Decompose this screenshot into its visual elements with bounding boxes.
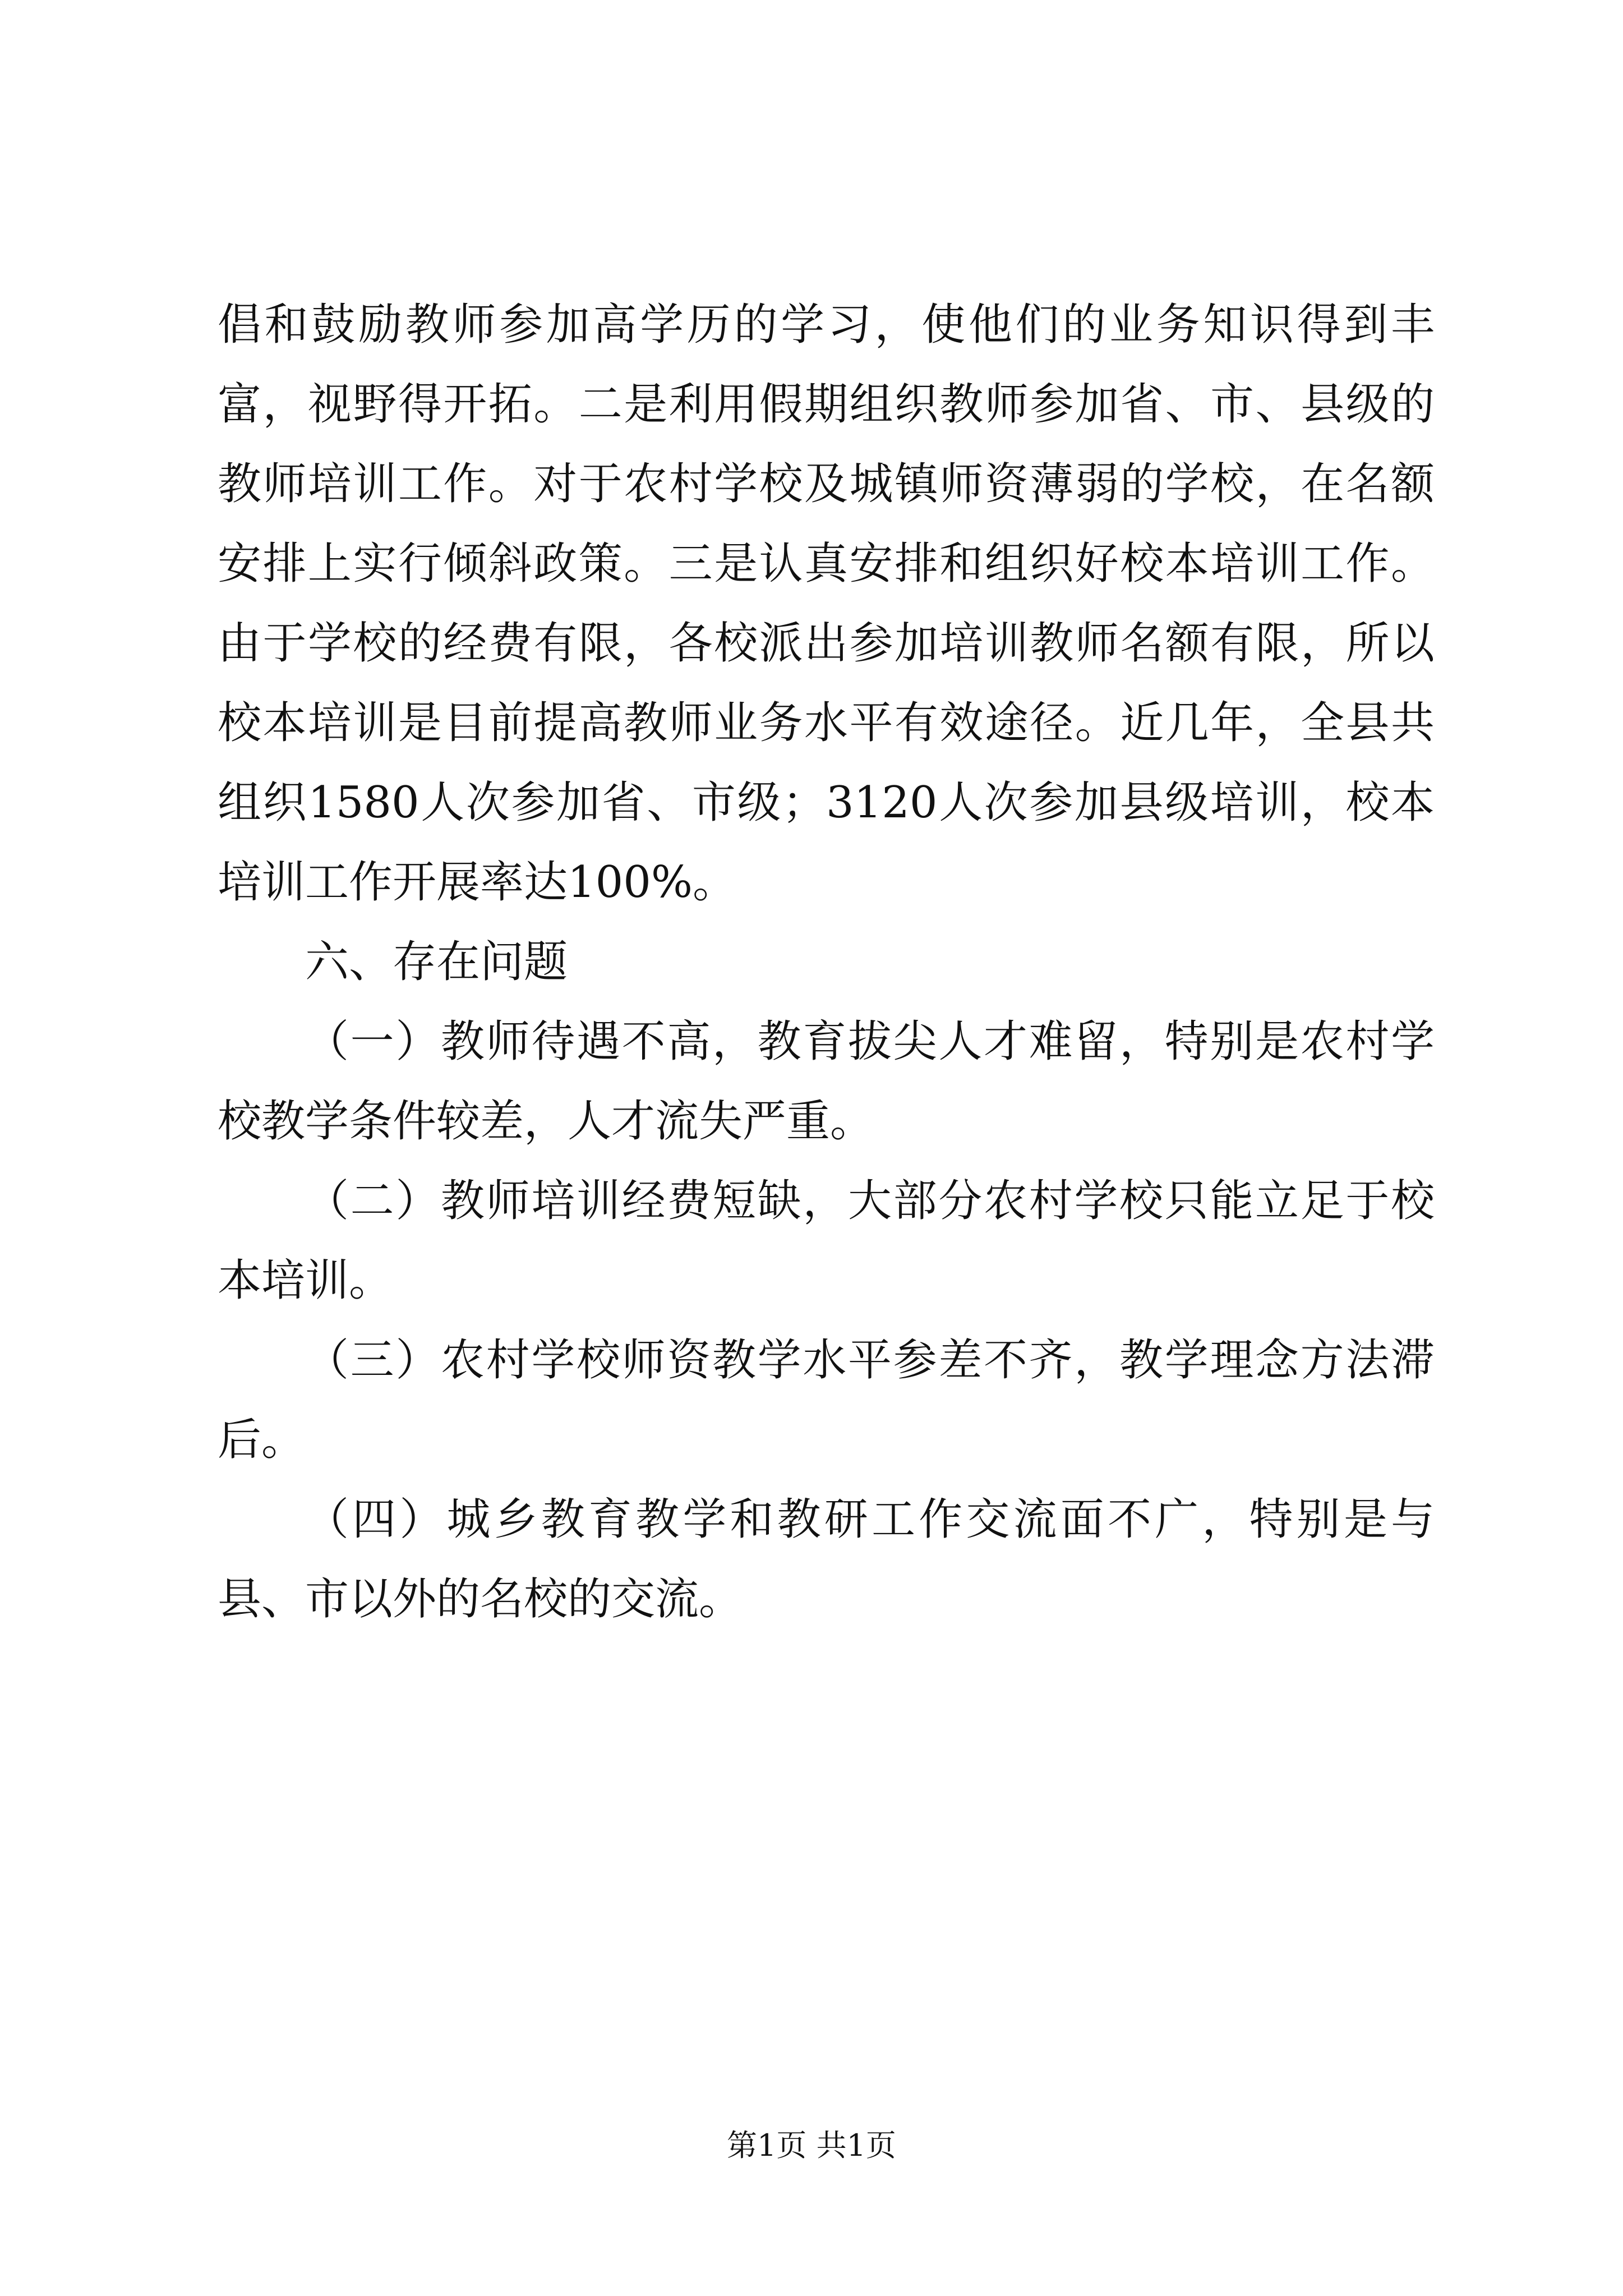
paragraph-continuation: 倡和鼓励教师参加高学历的学习，使他们的业务知识得到丰富，视野得开拓。二是利用假期组织教师参加省、市、县级的教师培训工作。对于农村学校及城镇师资薄弱的学校，在名额安排上实行倾斜政策。三是认真安排和组织好校本培训工作。由于学校的经费有限，各校派出参加培训教师名额有限，所以校本培训是目前提高教师业务水平有效途径。近几年，全县共组织1580人次参加省、市级；3120人次参加县级培训，校本培训工作开展率达100%。 xyxy=(218,300,1435,908)
document-body xyxy=(218,285,1435,1639)
problem-item-3: （三）农村学校师资教学水平参差不齐，教学理念方法滞后。 xyxy=(218,1335,1435,1465)
problem-item-2: （二）教师培训经费短缺，大部分农村学校只能立足于校本培训。 xyxy=(218,1176,1435,1306)
problem-item-1: （一）教师待遇不高，教育拔尖人才难留，特别是农村学校教学条件较差，人才流失严重。 xyxy=(218,1016,1435,1147)
page-footer: 第1页 共1页 xyxy=(727,2128,896,2163)
problem-item-4: （四）城乡教育教学和教研工作交流面不广，特别是与县、市以外的名校的交流。 xyxy=(218,1494,1435,1625)
section-heading-problems: 六、存在问题 xyxy=(305,937,568,987)
